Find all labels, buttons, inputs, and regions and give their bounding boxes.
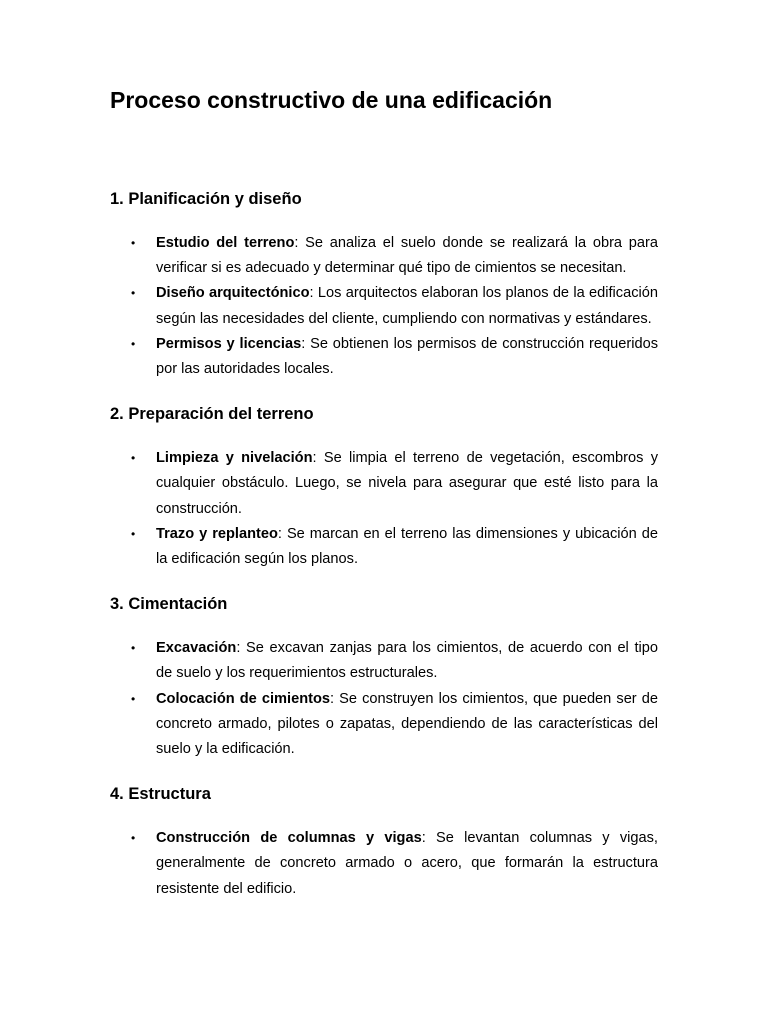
item-text: : Se marcan en el terreno las dimensiones y ubicación de la edificación según los planos.	[156, 525, 658, 568]
bullet-icon: •	[131, 526, 136, 541]
list-item	[110, 687, 658, 763]
document-title: Proceso constructivo de una edificación	[110, 87, 553, 113]
section-heading-preparacion: 2. Preparación del terreno	[110, 405, 314, 424]
bullet-icon: •	[131, 451, 136, 466]
bullet-icon: •	[131, 831, 136, 846]
section-heading-cimentacion: 3. Cimentación	[110, 595, 228, 614]
list-item	[110, 446, 658, 522]
bullet-list-preparacion	[110, 446, 658, 572]
list-item	[110, 332, 658, 382]
item-term: Colocación de cimientos	[156, 690, 331, 707]
item-text: : Se analiza el suelo donde se realizará la obra para verificar si es adecuado y determinar qué tipo de cimientos se necesitan.	[156, 235, 658, 277]
bullet-icon: •	[131, 286, 136, 301]
item-text: : Los arquitectos elaboran los planos de la edificación según las necesidades del cliente, cumpliendo con normativas y estándares.	[156, 285, 658, 327]
list-item	[110, 281, 658, 331]
item-text: : Se limpia el terreno de vegetación, escombros y cualquier obstáculo. Luego, se nivela para asegurar que esté listo para la construcción.	[156, 450, 658, 517]
item-term: Estudio del terreno	[156, 235, 295, 251]
bullet-icon: •	[131, 236, 136, 250]
item-term: Excavación	[156, 640, 237, 657]
list-item	[110, 231, 658, 281]
bullet-icon: •	[131, 691, 136, 706]
bullet-icon: •	[131, 641, 136, 656]
item-term: Limpieza y nivelación	[156, 450, 313, 467]
section-heading-estructura: 4. Estructura	[110, 785, 211, 804]
bullet-icon: •	[131, 336, 136, 351]
list-item	[110, 522, 658, 572]
item-term: Construcción de columnas y vigas	[156, 830, 422, 847]
list-item	[110, 826, 658, 902]
document-page	[110, 84, 658, 902]
item-term: Diseño arquitectónico	[156, 285, 310, 302]
bullet-list-estructura	[110, 826, 658, 902]
item-term: Trazo y replanteo	[156, 525, 278, 542]
item-text: : Se obtienen los permisos de construcción requeridos por las autoridades locales.	[156, 335, 658, 378]
item-text: : Se levantan columnas y vigas, generalmente de concreto armado o acero, que formarán la estructura resistente del edificio.	[156, 830, 658, 897]
list-item	[110, 636, 658, 686]
item-text: : Se construyen los cimientos, que pueden ser de concreto armado, pilotes o zapatas, dependiendo de las características del suelo y la edificación.	[156, 690, 658, 758]
item-text: : Se excavan zanjas para los cimientos, de acuerdo con el tipo de suelo y los requerimientos estructurales.	[156, 640, 658, 682]
bullet-list-cimentacion	[110, 636, 658, 762]
bullet-list-planificacion	[110, 231, 658, 382]
item-term: Permisos y licencias	[156, 335, 302, 352]
section-heading-planificacion: 1. Planificación y diseño	[110, 190, 302, 208]
